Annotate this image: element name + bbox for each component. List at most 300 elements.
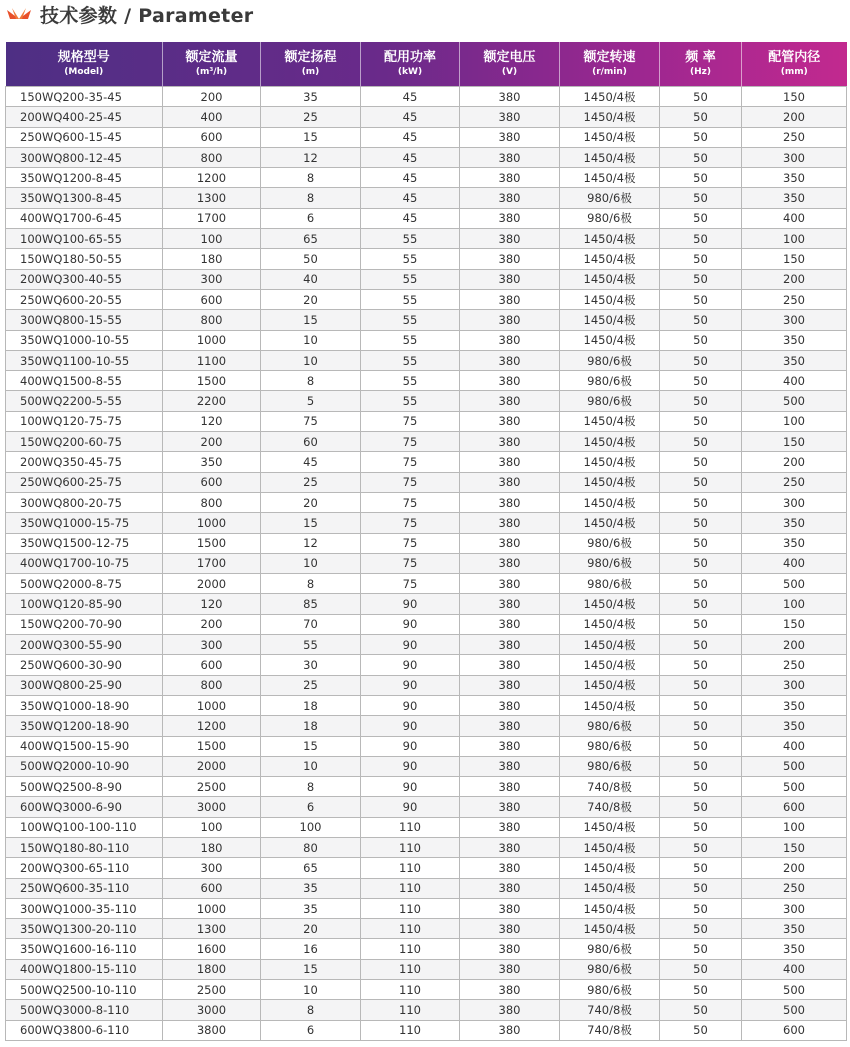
cell-voltage: 380: [460, 736, 560, 756]
cell-power: 110: [361, 837, 460, 857]
cell-voltage: 380: [460, 269, 560, 289]
cell-voltage: 380: [460, 1020, 560, 1040]
cell-frequency: 50: [660, 513, 742, 533]
cell-pipe-diameter: 500: [742, 756, 847, 776]
cell-speed: 740/8极: [560, 1000, 660, 1020]
cell-pipe-diameter: 150: [742, 614, 847, 634]
cell-model: 100WQ100-65-55: [6, 229, 163, 249]
cell-speed: 980/6极: [560, 939, 660, 959]
cell-frequency: 50: [660, 168, 742, 188]
cell-model: 600WQ3000-6-90: [6, 797, 163, 817]
cell-speed: 980/6极: [560, 350, 660, 370]
cell-head: 55: [261, 635, 361, 655]
cell-power: 45: [361, 168, 460, 188]
cell-pipe-diameter: 100: [742, 594, 847, 614]
cell-frequency: 50: [660, 107, 742, 127]
cell-speed: 1450/4极: [560, 411, 660, 431]
cell-flow: 1000: [163, 513, 261, 533]
cell-speed: 1450/4极: [560, 229, 660, 249]
table-row: [6, 411, 847, 431]
table-row: [6, 614, 847, 634]
cell-head: 45: [261, 452, 361, 472]
cell-voltage: 380: [460, 959, 560, 979]
cell-pipe-diameter: 500: [742, 391, 847, 411]
cell-power: 55: [361, 371, 460, 391]
cell-voltage: 380: [460, 472, 560, 492]
cell-flow: 2500: [163, 777, 261, 797]
table-row: [6, 777, 847, 797]
cell-flow: 350: [163, 452, 261, 472]
cell-power: 110: [361, 939, 460, 959]
cell-flow: 1000: [163, 695, 261, 715]
cell-frequency: 50: [660, 797, 742, 817]
cell-frequency: 50: [660, 1000, 742, 1020]
cell-frequency: 50: [660, 127, 742, 147]
cell-model: 300WQ800-12-45: [6, 147, 163, 167]
cell-voltage: 380: [460, 878, 560, 898]
column-header-speed: 额定转速 (r/min): [560, 42, 660, 87]
table-row: [6, 817, 847, 837]
cell-power: 90: [361, 675, 460, 695]
cell-speed: 1450/4极: [560, 168, 660, 188]
cell-speed: 1450/4极: [560, 310, 660, 330]
table-row: [6, 249, 847, 269]
column-header-model: 规格型号 (Model): [57, 50, 110, 77]
cell-model: 500WQ2200-5-55: [6, 391, 163, 411]
cell-head: 100: [261, 817, 361, 837]
cell-pipe-diameter: 500: [742, 1000, 847, 1020]
cell-head: 35: [261, 898, 361, 918]
cell-frequency: 50: [660, 736, 742, 756]
cell-flow: 2000: [163, 756, 261, 776]
cell-flow: 2000: [163, 574, 261, 594]
cell-head: 30: [261, 655, 361, 675]
cell-model: 300WQ800-15-55: [6, 310, 163, 330]
table-row: [6, 695, 847, 715]
cell-power: 45: [361, 188, 460, 208]
cell-frequency: 50: [660, 350, 742, 370]
cell-head: 65: [261, 229, 361, 249]
cell-voltage: 380: [460, 127, 560, 147]
cell-model: 250WQ600-25-75: [6, 472, 163, 492]
cell-voltage: 380: [460, 716, 560, 736]
cell-frequency: 50: [660, 858, 742, 878]
cell-power: 90: [361, 635, 460, 655]
cell-frequency: 50: [660, 1020, 742, 1040]
cell-frequency: 50: [660, 635, 742, 655]
cell-model: 350WQ1500-12-75: [6, 533, 163, 553]
cell-model: 600WQ3800-6-110: [6, 1020, 163, 1040]
cell-model: 500WQ2000-8-75: [6, 574, 163, 594]
cell-frequency: 50: [660, 472, 742, 492]
cell-model: 150WQ180-80-110: [6, 837, 163, 857]
cell-voltage: 380: [460, 919, 560, 939]
cell-speed: 1450/4极: [560, 249, 660, 269]
cell-voltage: 380: [460, 330, 560, 350]
cell-pipe-diameter: 300: [742, 898, 847, 918]
cell-speed: 1450/4极: [560, 594, 660, 614]
table-row: [6, 594, 847, 614]
cell-flow: 800: [163, 675, 261, 695]
cell-frequency: 50: [660, 533, 742, 553]
cell-speed: 740/8极: [560, 1020, 660, 1040]
cell-voltage: 380: [460, 391, 560, 411]
table-row: [6, 432, 847, 452]
cell-speed: 1450/4极: [560, 837, 660, 857]
cell-head: 18: [261, 695, 361, 715]
cell-pipe-diameter: 400: [742, 959, 847, 979]
cell-frequency: 50: [660, 675, 742, 695]
cell-pipe-diameter: 600: [742, 1020, 847, 1040]
cell-head: 10: [261, 330, 361, 350]
cell-pipe-diameter: 350: [742, 533, 847, 553]
cell-voltage: 380: [460, 614, 560, 634]
cell-power: 110: [361, 959, 460, 979]
cell-flow: 1000: [163, 330, 261, 350]
cell-voltage: 380: [460, 533, 560, 553]
cell-power: 75: [361, 411, 460, 431]
cell-pipe-diameter: 100: [742, 229, 847, 249]
cell-model: 250WQ600-30-90: [6, 655, 163, 675]
cell-head: 25: [261, 107, 361, 127]
cell-power: 90: [361, 655, 460, 675]
cell-power: 90: [361, 614, 460, 634]
cell-model: 500WQ2500-8-90: [6, 777, 163, 797]
cell-speed: 1450/4极: [560, 432, 660, 452]
cell-model: 150WQ200-70-90: [6, 614, 163, 634]
cell-speed: 980/6极: [560, 391, 660, 411]
cell-frequency: 50: [660, 249, 742, 269]
cell-head: 40: [261, 269, 361, 289]
cell-pipe-diameter: 350: [742, 919, 847, 939]
cell-flow: 1500: [163, 533, 261, 553]
cell-head: 20: [261, 919, 361, 939]
table-row: [6, 350, 847, 370]
table-row: [6, 107, 847, 127]
cell-speed: 980/6极: [560, 756, 660, 776]
cell-pipe-diameter: 200: [742, 858, 847, 878]
cell-flow: 600: [163, 655, 261, 675]
cell-frequency: 50: [660, 756, 742, 776]
cell-flow: 1500: [163, 371, 261, 391]
cell-model: 350WQ1300-20-110: [6, 919, 163, 939]
cell-frequency: 50: [660, 391, 742, 411]
cell-frequency: 50: [660, 229, 742, 249]
cell-head: 15: [261, 310, 361, 330]
cell-flow: 120: [163, 411, 261, 431]
cell-power: 45: [361, 107, 460, 127]
cell-flow: 1700: [163, 553, 261, 573]
cell-model: 500WQ2000-10-90: [6, 756, 163, 776]
cell-speed: 740/8极: [560, 777, 660, 797]
cell-pipe-diameter: 350: [742, 695, 847, 715]
cell-pipe-diameter: 500: [742, 574, 847, 594]
cell-frequency: 50: [660, 837, 742, 857]
table-row: [6, 1000, 847, 1020]
table-row: [6, 391, 847, 411]
cell-speed: 980/6极: [560, 716, 660, 736]
cell-speed: 980/6极: [560, 959, 660, 979]
cell-voltage: 380: [460, 168, 560, 188]
column-header-voltage: 额定电压 (V): [460, 42, 560, 87]
cell-head: 12: [261, 147, 361, 167]
cell-pipe-diameter: 150: [742, 432, 847, 452]
cell-voltage: 380: [460, 350, 560, 370]
cell-pipe-diameter: 600: [742, 797, 847, 817]
cell-model: 200WQ300-65-110: [6, 858, 163, 878]
cell-voltage: 380: [460, 107, 560, 127]
cell-pipe-diameter: 300: [742, 147, 847, 167]
cell-head: 16: [261, 939, 361, 959]
cell-flow: 100: [163, 229, 261, 249]
cell-pipe-diameter: 500: [742, 777, 847, 797]
cell-pipe-diameter: 250: [742, 289, 847, 309]
cell-power: 55: [361, 391, 460, 411]
cell-power: 55: [361, 350, 460, 370]
table-row: [6, 858, 847, 878]
cell-flow: 1700: [163, 208, 261, 228]
cell-speed: 1450/4极: [560, 147, 660, 167]
cell-power: 90: [361, 777, 460, 797]
cell-voltage: 380: [460, 837, 560, 857]
cell-power: 75: [361, 432, 460, 452]
cell-pipe-diameter: 350: [742, 168, 847, 188]
cell-frequency: 50: [660, 695, 742, 715]
cell-model: 250WQ600-15-45: [6, 127, 163, 147]
cell-head: 60: [261, 432, 361, 452]
table-row: [6, 980, 847, 1000]
cell-speed: 1450/4极: [560, 289, 660, 309]
cell-head: 20: [261, 289, 361, 309]
cell-power: 90: [361, 756, 460, 776]
cell-frequency: 50: [660, 208, 742, 228]
cell-frequency: 50: [660, 330, 742, 350]
table-row: [6, 371, 847, 391]
cell-flow: 200: [163, 87, 261, 107]
table-row: [6, 147, 847, 167]
cell-pipe-diameter: 300: [742, 310, 847, 330]
cell-voltage: 380: [460, 939, 560, 959]
cell-speed: 1450/4极: [560, 330, 660, 350]
table-row: [6, 553, 847, 573]
cell-voltage: 380: [460, 1000, 560, 1020]
table-row: [6, 1020, 847, 1040]
cell-head: 25: [261, 472, 361, 492]
cell-model: 100WQ100-100-110: [6, 817, 163, 837]
cell-frequency: 50: [660, 777, 742, 797]
cell-model: 350WQ1300-8-45: [6, 188, 163, 208]
cell-flow: 300: [163, 635, 261, 655]
cell-model: 350WQ1200-18-90: [6, 716, 163, 736]
cell-pipe-diameter: 200: [742, 107, 847, 127]
table-row: [6, 188, 847, 208]
cell-voltage: 380: [460, 756, 560, 776]
section-header: [6, 0, 253, 28]
cell-frequency: 50: [660, 878, 742, 898]
cell-head: 18: [261, 716, 361, 736]
cell-speed: 980/6极: [560, 371, 660, 391]
cell-flow: 2200: [163, 391, 261, 411]
cell-power: 75: [361, 472, 460, 492]
cell-flow: 1300: [163, 188, 261, 208]
table-row: [6, 492, 847, 512]
cell-frequency: 50: [660, 289, 742, 309]
cell-pipe-diameter: 400: [742, 208, 847, 228]
cell-speed: 980/6极: [560, 188, 660, 208]
cell-power: 75: [361, 513, 460, 533]
cell-voltage: 380: [460, 310, 560, 330]
cell-pipe-diameter: 300: [742, 675, 847, 695]
cell-power: 110: [361, 817, 460, 837]
cell-frequency: 50: [660, 432, 742, 452]
cell-voltage: 380: [460, 492, 560, 512]
column-header-pipe-diameter: 配管内径 (mm): [742, 42, 847, 87]
cell-voltage: 380: [460, 655, 560, 675]
cell-model: 100WQ120-85-90: [6, 594, 163, 614]
cell-speed: 980/6极: [560, 736, 660, 756]
cell-frequency: 50: [660, 452, 742, 472]
table-row: [6, 756, 847, 776]
cell-power: 55: [361, 330, 460, 350]
cell-flow: 1000: [163, 898, 261, 918]
cell-head: 8: [261, 371, 361, 391]
cell-flow: 3800: [163, 1020, 261, 1040]
cell-speed: 1450/4极: [560, 472, 660, 492]
cell-speed: 1450/4极: [560, 107, 660, 127]
cell-flow: 600: [163, 127, 261, 147]
cell-frequency: 50: [660, 655, 742, 675]
cell-flow: 600: [163, 878, 261, 898]
cell-model: 350WQ1100-10-55: [6, 350, 163, 370]
cell-head: 80: [261, 837, 361, 857]
cell-pipe-diameter: 250: [742, 878, 847, 898]
cell-frequency: 50: [660, 147, 742, 167]
cell-model: 200WQ350-45-75: [6, 452, 163, 472]
cell-voltage: 380: [460, 411, 560, 431]
table-row: [6, 837, 847, 857]
table-row: [6, 452, 847, 472]
cell-voltage: 380: [460, 980, 560, 1000]
table-row: [6, 289, 847, 309]
cell-power: 90: [361, 797, 460, 817]
cell-speed: 1450/4极: [560, 817, 660, 837]
cell-voltage: 380: [460, 635, 560, 655]
cell-voltage: 380: [460, 817, 560, 837]
cell-model: 400WQ1800-15-110: [6, 959, 163, 979]
cell-power: 90: [361, 736, 460, 756]
cell-flow: 1600: [163, 939, 261, 959]
table-row: [6, 797, 847, 817]
page-title: 技术参数 / Parameter: [40, 4, 254, 27]
cell-power: 75: [361, 574, 460, 594]
cell-speed: 1450/4极: [560, 675, 660, 695]
cell-voltage: 380: [460, 371, 560, 391]
cell-flow: 1100: [163, 350, 261, 370]
table-row: [6, 919, 847, 939]
table-row: [6, 208, 847, 228]
cell-head: 8: [261, 777, 361, 797]
column-header-head: 额定扬程 (m): [261, 42, 361, 87]
cell-voltage: 380: [460, 432, 560, 452]
cell-frequency: 50: [660, 939, 742, 959]
table-row: [6, 533, 847, 553]
cell-pipe-diameter: 300: [742, 492, 847, 512]
cell-power: 55: [361, 229, 460, 249]
cell-voltage: 380: [460, 675, 560, 695]
cell-voltage: 380: [460, 898, 560, 918]
cell-model: 400WQ1700-10-75: [6, 553, 163, 573]
cell-head: 8: [261, 1000, 361, 1020]
cell-flow: 100: [163, 817, 261, 837]
cell-head: 6: [261, 797, 361, 817]
cell-power: 45: [361, 147, 460, 167]
cell-power: 110: [361, 858, 460, 878]
cell-head: 15: [261, 959, 361, 979]
wing-logo-icon: [6, 6, 32, 22]
table-row: [6, 574, 847, 594]
cell-voltage: 380: [460, 147, 560, 167]
table-header-row: [6, 42, 847, 87]
cell-speed: 980/6极: [560, 574, 660, 594]
table-row: [6, 513, 847, 533]
cell-frequency: 50: [660, 574, 742, 594]
cell-head: 6: [261, 1020, 361, 1040]
cell-pipe-diameter: 250: [742, 472, 847, 492]
cell-frequency: 50: [660, 980, 742, 1000]
table-row: [6, 675, 847, 695]
cell-frequency: 50: [660, 492, 742, 512]
cell-pipe-diameter: 250: [742, 127, 847, 147]
cell-power: 90: [361, 594, 460, 614]
cell-head: 50: [261, 249, 361, 269]
cell-speed: 1450/4极: [560, 87, 660, 107]
cell-speed: 1450/4极: [560, 695, 660, 715]
cell-flow: 600: [163, 472, 261, 492]
cell-voltage: 380: [460, 797, 560, 817]
cell-head: 20: [261, 492, 361, 512]
cell-head: 70: [261, 614, 361, 634]
cell-model: 150WQ180-50-55: [6, 249, 163, 269]
cell-frequency: 50: [660, 269, 742, 289]
cell-speed: 740/8极: [560, 797, 660, 817]
cell-voltage: 380: [460, 513, 560, 533]
cell-head: 35: [261, 878, 361, 898]
cell-model: 500WQ3000-8-110: [6, 1000, 163, 1020]
table-row: [6, 736, 847, 756]
cell-speed: 980/6极: [560, 980, 660, 1000]
cell-speed: 980/6极: [560, 208, 660, 228]
table-row: [6, 168, 847, 188]
table-row: [6, 959, 847, 979]
cell-frequency: 50: [660, 959, 742, 979]
cell-model: 300WQ800-25-90: [6, 675, 163, 695]
cell-flow: 200: [163, 614, 261, 634]
cell-speed: 1450/4极: [560, 614, 660, 634]
cell-flow: 1200: [163, 168, 261, 188]
cell-head: 5: [261, 391, 361, 411]
parameter-table: [5, 42, 847, 1041]
cell-frequency: 50: [660, 87, 742, 107]
cell-pipe-diameter: 350: [742, 330, 847, 350]
cell-head: 65: [261, 858, 361, 878]
column-header-flow: 额定流量 (m³/h): [163, 42, 261, 87]
cell-model: 350WQ1000-15-75: [6, 513, 163, 533]
cell-frequency: 50: [660, 614, 742, 634]
cell-speed: 1450/4极: [560, 513, 660, 533]
cell-head: 10: [261, 980, 361, 1000]
cell-flow: 180: [163, 837, 261, 857]
cell-frequency: 50: [660, 898, 742, 918]
